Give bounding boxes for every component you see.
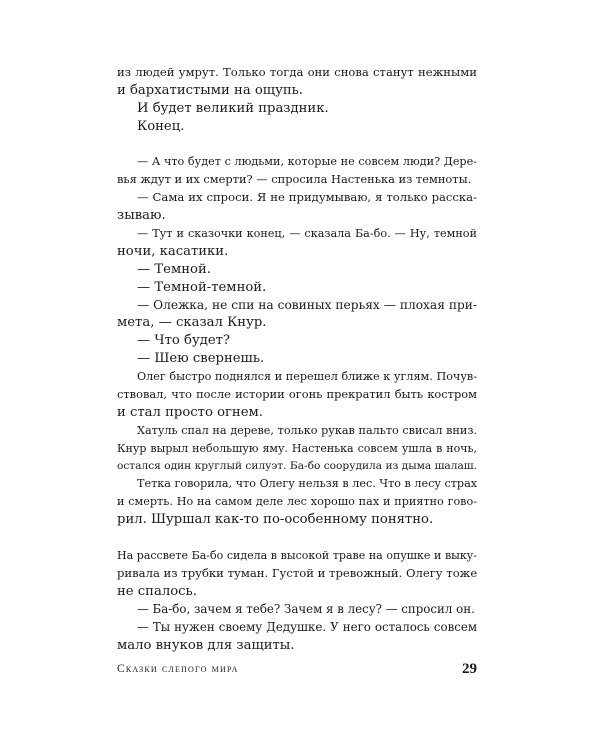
text-line: — Сама их спроси. Я не придумываю, я только расска- [137,190,477,205]
text-line: — А что будет с людьми, которые не совсем люди? Дере- [137,155,477,169]
text-line: ствовал, что после истории огонь прекратил быть костром [117,387,477,402]
page-footer [117,661,477,679]
text-line: — Темной-темной. [137,279,267,295]
body-text [117,64,477,654]
text-line: — Ты нужен своему Дедушке. У него осталось совсем [137,619,477,634]
text-line: рил. Шуршал как-то по-особенному понятно. [117,512,434,528]
running-title: Сказки слепого мира [117,663,239,675]
text-line: — Что будет? [137,333,230,349]
text-line: зываю. [117,208,166,224]
text-line: ночи, касатики. [117,243,229,259]
text-line: мало внуков для защиты. [117,637,295,653]
text-line: и стал просто огнем. [117,404,263,420]
text-line: — Шею свернешь. [137,351,265,367]
text-line: из людей умрут. Только тогда они снова станут нежными [117,65,477,79]
text-line: и смерть. Но на самом деле лес хорошо пах и приятно гово- [117,495,477,509]
text-line: мета, — сказал Кнур. [117,315,267,331]
text-line: Кнур вырыл небольшую яму. Настенька совсем ушла в ночь, [117,441,477,455]
page-number: 29 [462,661,477,677]
text-line: ривала из трубки туман. Густой и тревожный. Олегу тоже [117,565,477,580]
text-line: И будет великий праздник. [137,100,329,116]
text-line: вья ждут и их смерти? — спросила Настенька из темноты. [117,172,472,187]
text-line: Хатуль спал на дереве, только рукав пальто свисал вниз. [137,423,477,437]
text-line: — Тут и сказочки конец, — сказала Ба-бо. — Ну, темной [137,227,477,241]
text-line: — Темной. [137,261,211,277]
text-line: — Ба-бо, зачем я тебе? Зачем я в лесу? — спросил он. [137,601,475,616]
text-line: остался один круглый силуэт. Ба-бо соорудила из дыма шалаш. [117,459,477,472]
text-line: Тетка говорила, что Олегу нельзя в лес. Что в лесу страх [137,477,477,491]
text-line: не спалось. [117,583,197,599]
text-line: Олег быстро поднялся и перешел ближе к углям. Почув- [137,370,477,384]
text-line: На рассвете Ба-бо сидела в высокой траве на опушке и выку- [117,549,477,563]
text-line: — Олежка, не спи на совиных перьях — плохая при- [137,297,477,312]
text-line: Конец. [137,118,185,134]
text-line: и бархатистыми на ощупь. [117,82,303,98]
